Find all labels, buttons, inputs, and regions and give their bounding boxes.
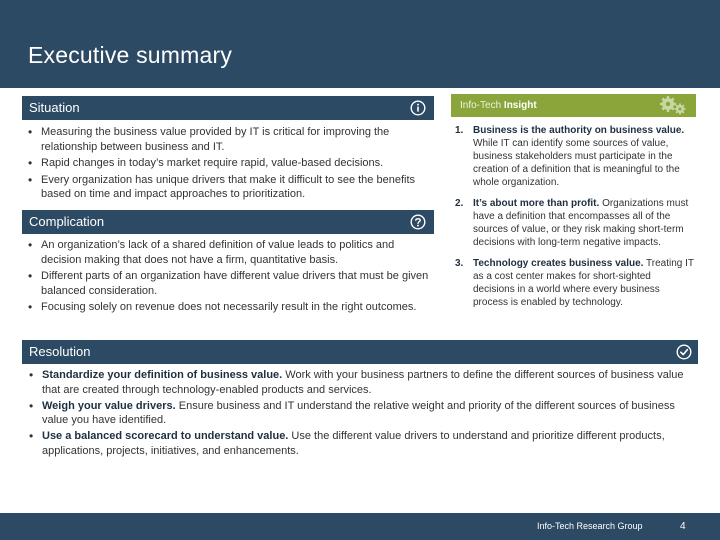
insight-bold: Technology creates business value. [473, 258, 644, 269]
insight-brand: Info-Tech [460, 100, 502, 111]
resolution-bold: Weigh your value drivers. [42, 399, 176, 412]
insight-item [455, 124, 695, 189]
gears-icon [656, 95, 688, 116]
insight-list [455, 124, 695, 317]
resolution-bold: Use a balanced scorecard to understand value. [42, 430, 289, 443]
complication-list [27, 238, 432, 317]
situation-bullet: • Every organization has unique drivers that make it difficult to see the benefits based on time and impact approaches to prioritization. [27, 173, 432, 202]
complication-bullet: • Focusing solely on revenue does not necessarily result in the right outcomes. [27, 300, 432, 315]
resolution-item [28, 399, 692, 429]
insight-label: Insight [503, 100, 537, 111]
insight-bold: It’s about more than profit. [473, 198, 600, 209]
complication-heading: Complication [29, 214, 105, 229]
info-icon [410, 100, 426, 116]
resolution-item [28, 429, 692, 459]
resolution-item [28, 368, 692, 398]
resolution-bold: Standardize your definition of business value. [42, 369, 283, 381]
insight-number: 3. [455, 258, 464, 269]
footer-bar [0, 513, 720, 540]
insight-text: While IT can identify some sources of value, business stakeholders must participate in the creation of a definition that is meaningful to the whole organization. [473, 138, 680, 188]
situation-bullet: • Rapid changes in today’s market require rapid, value-based decisions. [27, 156, 432, 171]
situation-header [22, 96, 434, 120]
footer-company: Info-Tech Research Group [537, 521, 643, 531]
page-number: 4 [680, 521, 686, 532]
resolution-text: Ensure business and IT understand the relative weight and priority of the different sources of business value you have identified. [42, 399, 675, 427]
insight-bold: Business is the authority on business value. [473, 125, 685, 136]
resolution-heading: Resolution [29, 344, 91, 359]
resolution-list [28, 368, 692, 460]
resolution-header [22, 340, 698, 364]
complication-header [22, 210, 434, 234]
insight-number: 1. [455, 125, 464, 136]
question-icon [410, 214, 426, 230]
insight-text: Organizations must have a definition that encompasses all of the sources of value, or they risk making short-term decisions with long-term negative impacts. [473, 198, 689, 248]
situation-list [27, 125, 432, 204]
insight-number: 2. [455, 198, 464, 209]
resolution-text: Work with your business partners to define the different sources of business value that are created through technology-enabled products and services. [42, 369, 684, 396]
resolution-text: Use the different value drivers to understand and prioritize different products, applications, projects, initiatives, and enhancements. [42, 430, 665, 457]
situation-heading: Situation [29, 100, 80, 115]
insight-header [451, 94, 696, 117]
insight-text: Treating IT as a cost center makes for short-sighted decisions in a world where every business process is enabled by technology. [473, 258, 694, 308]
checkmark-icon [676, 344, 692, 360]
situation-bullet: • Measuring the business value provided by IT is critical for improving the relationship between business and IT. [27, 125, 432, 154]
insight-item [455, 197, 695, 249]
header-banner [0, 0, 720, 88]
complication-bullet: • An organization’s lack of a shared definition of value leads to politics and decision making that does not have a firm, quantitative basis. [27, 238, 432, 267]
complication-bullet: • Different parts of an organization have different value drivers that must be given balanced consideration. [27, 269, 432, 298]
insight-item [455, 257, 695, 309]
page-title: Executive summary [28, 42, 233, 68]
